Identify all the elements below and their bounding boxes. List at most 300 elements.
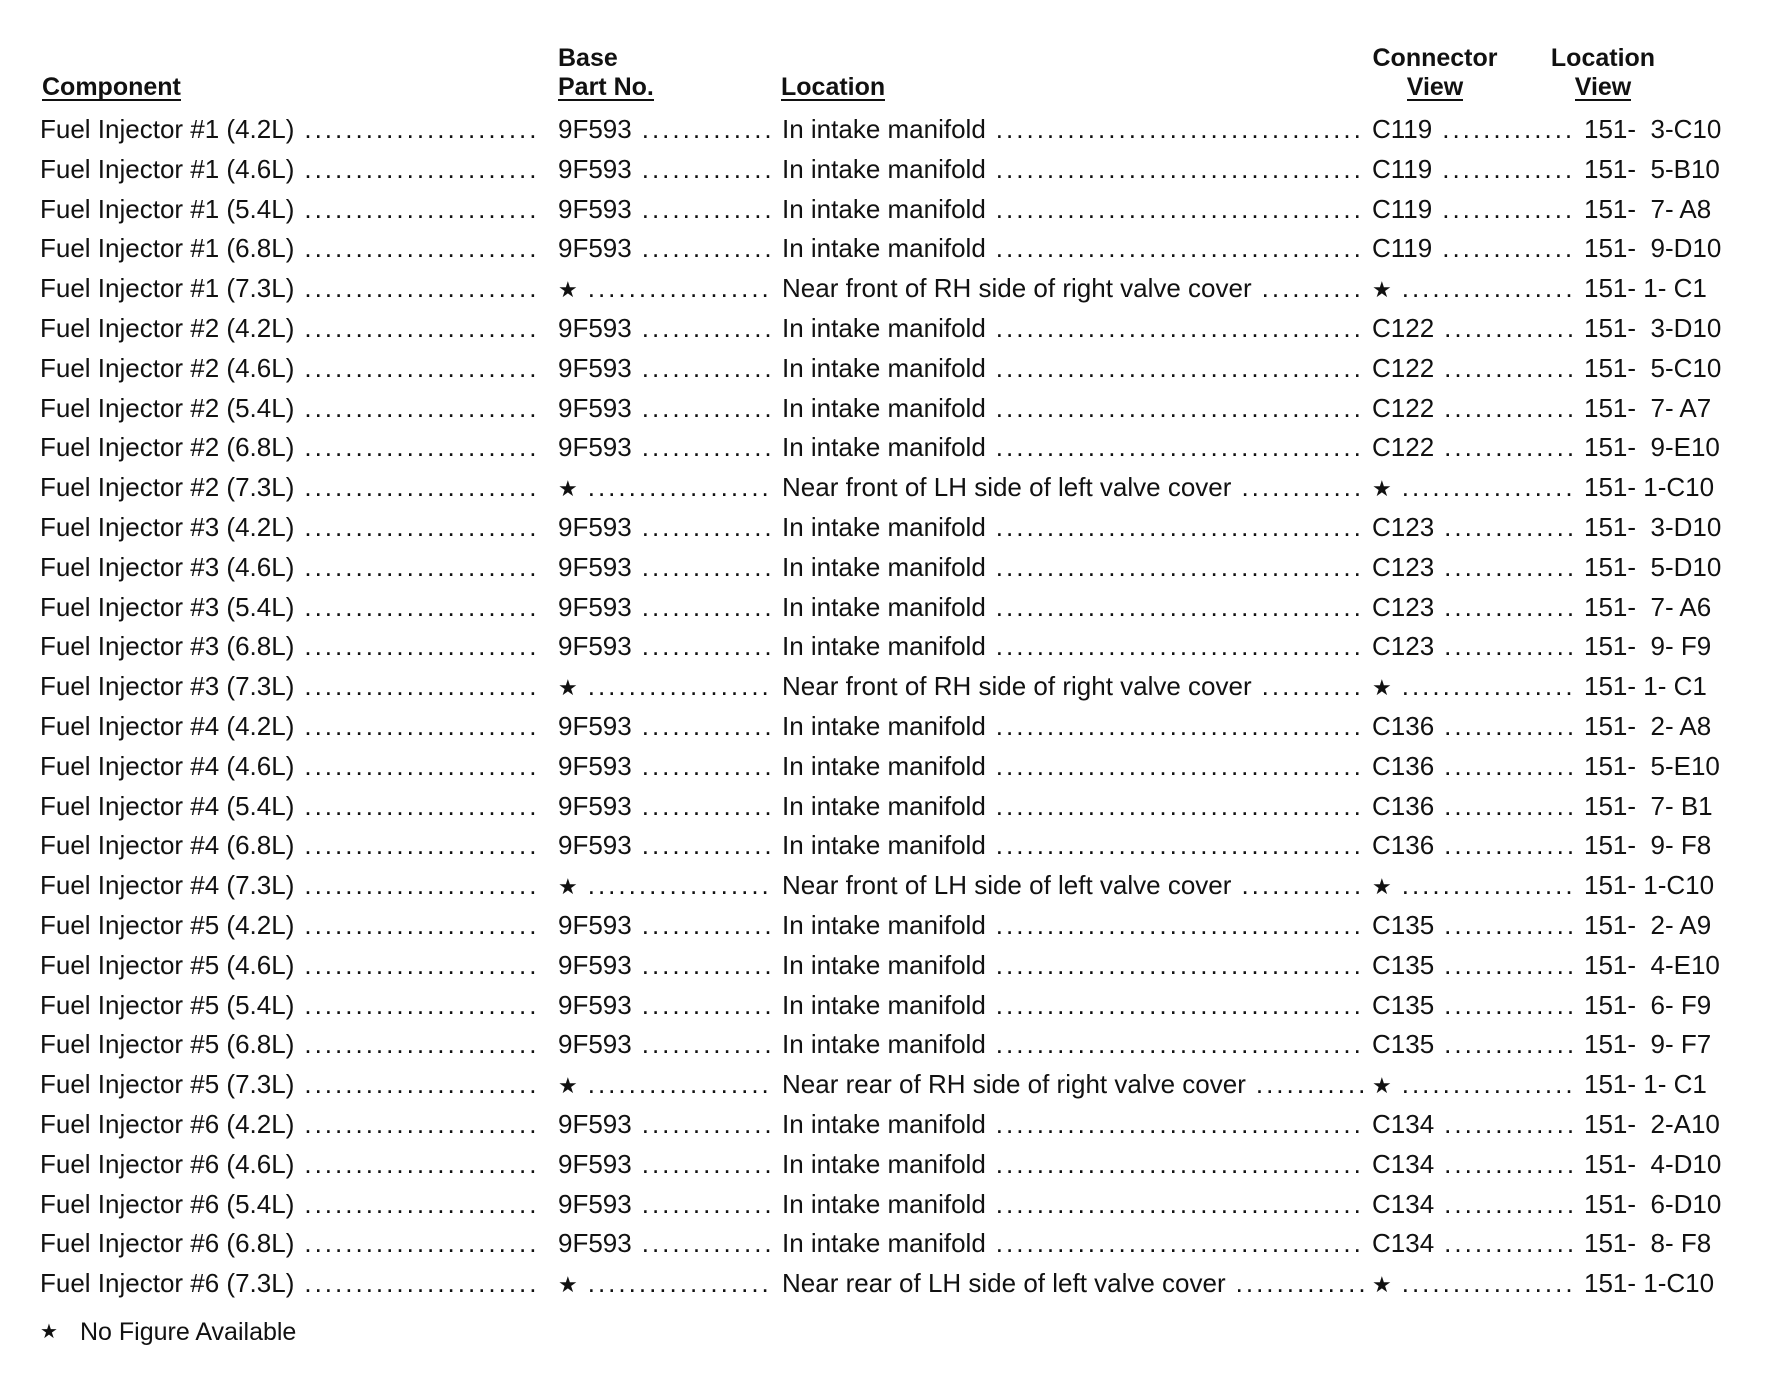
cell-component-text: Fuel Injector #2 (4.6L) [40, 352, 295, 383]
table-row [40, 1185, 1740, 1225]
cell-part-no [558, 627, 780, 667]
cell-location-text: In intake manifold [782, 631, 986, 662]
cell-part-no [558, 906, 780, 946]
cell-connector [1372, 1185, 1582, 1225]
cell-location-text: In intake manifold [782, 233, 986, 264]
dot-leader [1402, 667, 1576, 707]
table-row [40, 747, 1740, 787]
cell-location-text: In intake manifold [782, 989, 986, 1020]
cell-location-view [1584, 389, 1734, 429]
dot-leader [996, 428, 1364, 468]
cell-part-no-text: ★ [558, 476, 578, 502]
header-connector-line1: Connector [1372, 44, 1498, 72]
cell-part-no [558, 150, 780, 190]
dot-leader [996, 150, 1364, 190]
cell-component-text: Fuel Injector #5 (6.8L) [40, 1029, 295, 1060]
cell-part-no [558, 428, 780, 468]
cell-part-no [558, 747, 780, 787]
dot-leader [642, 1224, 774, 1264]
cell-component [40, 110, 545, 150]
dot-leader [304, 866, 539, 906]
cell-location-text: In intake manifold [782, 790, 986, 821]
dot-leader [642, 309, 774, 349]
cell-connector [1372, 389, 1582, 429]
dot-leader [642, 229, 774, 269]
cell-location-view [1584, 627, 1734, 667]
cell-connector-text: C119 [1372, 114, 1433, 144]
cell-part-no [558, 667, 780, 708]
cell-component-text: Fuel Injector #5 (4.6L) [40, 949, 295, 980]
cell-part-no-text: 9F593 [558, 989, 632, 1020]
dot-leader [1444, 548, 1576, 588]
dot-leader [1442, 110, 1576, 150]
cell-location-view [1584, 269, 1734, 309]
header-location-view [1528, 44, 1678, 102]
cell-location-view-text: 151- 4-D10 [1584, 1148, 1722, 1179]
cell-connector [1372, 1065, 1582, 1106]
dot-leader [588, 1065, 774, 1105]
cell-part-no-text: 9F593 [558, 1029, 632, 1060]
dot-leader [1444, 946, 1576, 986]
cell-connector-text: C123 [1372, 551, 1435, 582]
cell-component-text: Fuel Injector #4 (4.6L) [40, 750, 295, 781]
table-row [40, 428, 1740, 468]
cell-connector [1372, 627, 1582, 667]
dot-leader [304, 1105, 539, 1145]
cell-connector-text: C135 [1372, 949, 1435, 980]
header-base-part-no [558, 44, 654, 102]
cell-location [782, 508, 1370, 548]
dot-leader [304, 508, 539, 548]
dot-leader [996, 309, 1364, 349]
cell-component-text: Fuel Injector #5 (5.4L) [40, 989, 295, 1020]
header-location [781, 73, 885, 102]
cell-part-no-text: ★ [558, 1272, 578, 1298]
cell-location-text: In intake manifold [782, 909, 986, 940]
cell-part-no-text: 9F593 [558, 790, 632, 821]
cell-location-view [1584, 986, 1734, 1026]
cell-component [40, 389, 545, 429]
header-component [42, 73, 181, 102]
cell-location-view-text: 151- 3-C10 [1584, 114, 1722, 144]
dot-leader [642, 1025, 774, 1065]
dot-leader [642, 190, 774, 230]
cell-part-no-text: 9F593 [558, 710, 632, 741]
table-row [40, 588, 1740, 628]
cell-location-view-text: 151- 7- A8 [1584, 193, 1712, 224]
cell-component-text: Fuel Injector #6 (5.4L) [40, 1188, 295, 1219]
cell-part-no [558, 229, 780, 269]
cell-component [40, 787, 545, 827]
cell-part-no [558, 1065, 780, 1106]
cell-connector [1372, 667, 1582, 708]
cell-component-text: Fuel Injector #4 (7.3L) [40, 870, 295, 901]
cell-connector [1372, 787, 1582, 827]
cell-connector-text: ★ [1372, 675, 1392, 701]
cell-component-text: Fuel Injector #3 (7.3L) [40, 671, 295, 702]
cell-location [782, 468, 1370, 508]
dot-leader [304, 627, 539, 667]
dot-leader [996, 986, 1364, 1026]
table-row [40, 309, 1740, 349]
cell-location [782, 627, 1370, 667]
cell-part-no [558, 269, 780, 310]
cell-location [782, 1025, 1370, 1065]
cell-component-text: Fuel Injector #2 (4.2L) [40, 312, 295, 343]
cell-location [782, 309, 1370, 349]
cell-component [40, 428, 545, 468]
cell-part-no [558, 190, 780, 230]
cell-part-no-text: ★ [558, 675, 578, 701]
dot-leader [304, 229, 539, 269]
cell-component-text: Fuel Injector #3 (5.4L) [40, 591, 295, 622]
dot-leader [996, 229, 1364, 269]
cell-part-no-text: 9F593 [558, 153, 632, 184]
cell-part-no [558, 826, 780, 866]
dot-leader [1444, 389, 1576, 429]
cell-part-no [558, 588, 780, 628]
cell-connector-text: C122 [1372, 392, 1435, 423]
dot-leader [1444, 1105, 1576, 1145]
cell-location [782, 229, 1370, 269]
cell-component-text: Fuel Injector #2 (7.3L) [40, 472, 295, 503]
dot-leader [996, 946, 1364, 986]
cell-location-view [1584, 309, 1734, 349]
cell-component [40, 190, 545, 230]
dot-leader [1444, 707, 1576, 747]
table-row [40, 986, 1740, 1026]
dot-leader [642, 707, 774, 747]
dot-leader [1402, 1065, 1576, 1105]
header-connector-view [1350, 44, 1520, 102]
cell-connector-text: C123 [1372, 511, 1435, 542]
cell-part-no [558, 309, 780, 349]
dot-leader [642, 508, 774, 548]
cell-location-view-text: 151- 9-D10 [1584, 233, 1722, 264]
cell-connector-text: C122 [1372, 432, 1435, 463]
table-row [40, 707, 1740, 747]
dot-leader [1442, 190, 1576, 230]
dot-leader [996, 787, 1364, 827]
cell-location-view [1584, 1185, 1734, 1225]
cell-part-no [558, 1145, 780, 1185]
cell-location-view-text: 151- 6- F9 [1584, 989, 1712, 1020]
dot-leader [996, 389, 1364, 429]
cell-location-view-text: 151- 3-D10 [1584, 511, 1722, 542]
dot-leader [642, 389, 774, 429]
cell-connector [1372, 508, 1582, 548]
cell-location-view [1584, 110, 1734, 150]
dot-leader [1444, 1145, 1576, 1185]
table-row [40, 1145, 1740, 1185]
cell-part-no-text: ★ [558, 874, 578, 900]
cell-connector-text: ★ [1372, 1073, 1392, 1099]
cell-connector [1372, 110, 1582, 150]
cell-connector [1372, 428, 1582, 468]
cell-component-text: Fuel Injector #6 (4.2L) [40, 1108, 295, 1139]
dot-leader [1402, 269, 1576, 309]
table-row [40, 946, 1740, 986]
cell-part-no-text: 9F593 [558, 1228, 632, 1259]
cell-location [782, 1065, 1370, 1105]
cell-location [782, 428, 1370, 468]
cell-location-text: Near front of RH side of right valve cover [782, 671, 1252, 702]
table-row [40, 906, 1740, 946]
cell-component [40, 548, 545, 588]
dot-leader [642, 1145, 774, 1185]
cell-connector [1372, 588, 1582, 628]
cell-connector [1372, 1105, 1582, 1145]
dot-leader [1256, 1065, 1364, 1105]
cell-location-text: Near front of LH side of left valve cover [782, 870, 1232, 901]
cell-part-no-text: 9F593 [558, 591, 632, 622]
cell-connector-text: C122 [1372, 312, 1435, 343]
cell-location [782, 787, 1370, 827]
cell-location-text: In intake manifold [782, 710, 986, 741]
table-row [40, 627, 1740, 667]
cell-component-text: Fuel Injector #1 (4.6L) [40, 153, 295, 184]
cell-connector-text: C123 [1372, 591, 1435, 622]
cell-location-view-text: 151- 2-A10 [1584, 1108, 1720, 1139]
cell-part-no [558, 389, 780, 429]
cell-location [782, 548, 1370, 588]
header-connector-line2: View [1406, 73, 1464, 101]
cell-location [782, 150, 1370, 190]
dot-leader [1444, 1185, 1576, 1225]
dot-leader [304, 150, 539, 190]
dot-leader [1444, 826, 1576, 866]
dot-leader [1241, 866, 1364, 906]
cell-component-text: Fuel Injector #1 (5.4L) [40, 193, 295, 224]
cell-location-view-text: 151- 9-E10 [1584, 432, 1720, 463]
cell-component [40, 269, 545, 309]
dot-leader [996, 747, 1364, 787]
cell-location-view-text: 151- 1-C10 [1584, 472, 1715, 503]
dot-leader [304, 1185, 539, 1225]
cell-location-text: Near front of RH side of right valve cover [782, 273, 1252, 304]
dot-leader [304, 190, 539, 230]
cell-connector [1372, 229, 1582, 269]
cell-location-view [1584, 747, 1734, 787]
cell-location-view-text: 151- 2- A8 [1584, 710, 1712, 741]
cell-component-text: Fuel Injector #6 (4.6L) [40, 1148, 295, 1179]
dot-leader [304, 946, 539, 986]
cell-part-no-text: 9F593 [558, 750, 632, 781]
table-row [40, 349, 1740, 389]
dot-leader [304, 468, 539, 508]
dot-leader [996, 707, 1364, 747]
dot-leader [588, 667, 774, 707]
cell-connector [1372, 150, 1582, 190]
cell-part-no [558, 787, 780, 827]
cell-connector-text: C136 [1372, 830, 1435, 861]
cell-location-view [1584, 826, 1734, 866]
dot-leader [996, 906, 1364, 946]
table-row [40, 1105, 1740, 1145]
cell-location-text: In intake manifold [782, 114, 986, 144]
cell-location [782, 588, 1370, 628]
cell-location [782, 826, 1370, 866]
cell-location-view [1584, 508, 1734, 548]
cell-location-view [1584, 1065, 1734, 1105]
table-row [40, 468, 1740, 508]
cell-connector-text: ★ [1372, 1272, 1392, 1298]
cell-part-no-text: 9F593 [558, 1148, 632, 1179]
dot-leader [304, 269, 539, 309]
dot-leader [1444, 508, 1576, 548]
dot-leader [1262, 269, 1364, 309]
header-locview-line1: Location [1550, 44, 1656, 72]
dot-leader [304, 1264, 539, 1304]
cell-component-text: Fuel Injector #2 (6.8L) [40, 432, 295, 463]
cell-part-no-text: 9F593 [558, 312, 632, 343]
cell-connector [1372, 269, 1582, 310]
cell-connector [1372, 707, 1582, 747]
cell-component [40, 1224, 545, 1264]
dot-leader [1444, 747, 1576, 787]
cell-location [782, 110, 1370, 150]
dot-leader [642, 1185, 774, 1225]
cell-location [782, 866, 1370, 906]
dot-leader [588, 468, 774, 508]
dot-leader [1442, 229, 1576, 269]
cell-component [40, 906, 545, 946]
cell-component [40, 150, 545, 190]
cell-component-text: Fuel Injector #6 (7.3L) [40, 1268, 295, 1299]
cell-component-text: Fuel Injector #1 (7.3L) [40, 273, 295, 304]
cell-location-view [1584, 787, 1734, 827]
cell-connector [1372, 190, 1582, 230]
cell-connector-text: ★ [1372, 476, 1392, 502]
dot-leader [642, 110, 774, 150]
table-header [40, 30, 1740, 102]
dot-leader [304, 747, 539, 787]
cell-connector [1372, 946, 1582, 986]
dot-leader [642, 150, 774, 190]
cell-location-view-text: 151- 1-C10 [1584, 870, 1715, 901]
cell-location-view-text: 151- 5-C10 [1584, 352, 1722, 383]
dot-leader [996, 190, 1364, 230]
cell-location-view [1584, 707, 1734, 747]
table-row [40, 1264, 1740, 1304]
cell-component-text: Fuel Injector #3 (6.8L) [40, 631, 295, 662]
cell-location-text: In intake manifold [782, 750, 986, 781]
table-body [40, 110, 1740, 1304]
cell-location-view [1584, 866, 1734, 906]
cell-location-view-text: 151- 5-B10 [1584, 153, 1720, 184]
cell-part-no [558, 110, 780, 150]
cell-part-no [558, 1185, 780, 1225]
header-component-label: Component [42, 73, 181, 101]
table-row [40, 1065, 1740, 1105]
dot-leader [1442, 150, 1576, 190]
cell-location [782, 986, 1370, 1026]
cell-component [40, 1264, 545, 1304]
cell-location [782, 747, 1370, 787]
cell-connector-text: C135 [1372, 909, 1435, 940]
cell-component-text: Fuel Injector #3 (4.2L) [40, 511, 295, 542]
cell-connector-text: ★ [1372, 277, 1392, 303]
cell-component-text: Fuel Injector #4 (5.4L) [40, 790, 295, 821]
dot-leader [1444, 906, 1576, 946]
cell-location-view-text: 151- 1- C1 [1584, 1069, 1707, 1100]
cell-location-view [1584, 1264, 1734, 1304]
cell-component [40, 588, 545, 628]
cell-component [40, 1145, 545, 1185]
cell-component [40, 667, 545, 707]
cell-part-no-text: 9F593 [558, 949, 632, 980]
dot-leader [1262, 667, 1364, 707]
cell-component [40, 1025, 545, 1065]
cell-connector [1372, 1025, 1582, 1065]
cell-connector-text: C134 [1372, 1148, 1435, 1179]
cell-part-no [558, 707, 780, 747]
cell-location [782, 349, 1370, 389]
cell-connector-text: C119 [1372, 193, 1433, 224]
cell-location-view-text: 151- 9- F9 [1584, 631, 1712, 662]
dot-leader [642, 428, 774, 468]
footnote [40, 1314, 1740, 1354]
cell-location-view-text: 151- 9- F8 [1584, 830, 1712, 861]
cell-component-text: Fuel Injector #4 (4.2L) [40, 710, 295, 741]
dot-leader [588, 866, 774, 906]
footnote-text: No Figure Available [80, 1317, 297, 1346]
cell-component [40, 866, 545, 906]
cell-connector [1372, 349, 1582, 389]
dot-leader [996, 110, 1364, 150]
cell-component [40, 946, 545, 986]
cell-component-text: Fuel Injector #1 (4.2L) [40, 114, 295, 144]
cell-location-view-text: 151- 3-D10 [1584, 312, 1722, 343]
dot-leader [304, 1025, 539, 1065]
dot-leader [642, 1105, 774, 1145]
dot-leader [996, 1224, 1364, 1264]
cell-location-view-text: 151- 7- A7 [1584, 392, 1712, 423]
cell-component-text: Fuel Injector #1 (6.8L) [40, 233, 295, 264]
cell-location [782, 906, 1370, 946]
dot-leader [642, 349, 774, 389]
dot-leader [304, 309, 539, 349]
dot-leader [996, 349, 1364, 389]
cell-component [40, 986, 545, 1026]
cell-component [40, 1065, 545, 1105]
cell-part-no [558, 1025, 780, 1065]
cell-component [40, 1105, 545, 1145]
dot-leader [1444, 1025, 1576, 1065]
cell-part-no-text: 9F593 [558, 352, 632, 383]
cell-part-no-text: ★ [558, 1073, 578, 1099]
cell-component-text: Fuel Injector #5 (7.3L) [40, 1069, 295, 1100]
table-row [40, 787, 1740, 827]
dot-leader [1236, 1264, 1364, 1304]
cell-part-no [558, 1224, 780, 1264]
dot-leader [304, 787, 539, 827]
header-location-label: Location [781, 73, 886, 101]
cell-location-view-text: 151- 5-E10 [1584, 750, 1720, 781]
cell-location-text: In intake manifold [782, 1188, 986, 1219]
cell-part-no-text: 9F593 [558, 1188, 632, 1219]
dot-leader [996, 588, 1364, 628]
cell-connector-text: C134 [1372, 1228, 1435, 1259]
cell-part-no [558, 508, 780, 548]
cell-location-view [1584, 946, 1734, 986]
cell-part-no [558, 866, 780, 907]
cell-location-text: In intake manifold [782, 432, 986, 463]
dot-leader [642, 548, 774, 588]
cell-connector-text: C135 [1372, 989, 1435, 1020]
cell-location-view [1584, 548, 1734, 588]
cell-location-text: In intake manifold [782, 1108, 986, 1139]
